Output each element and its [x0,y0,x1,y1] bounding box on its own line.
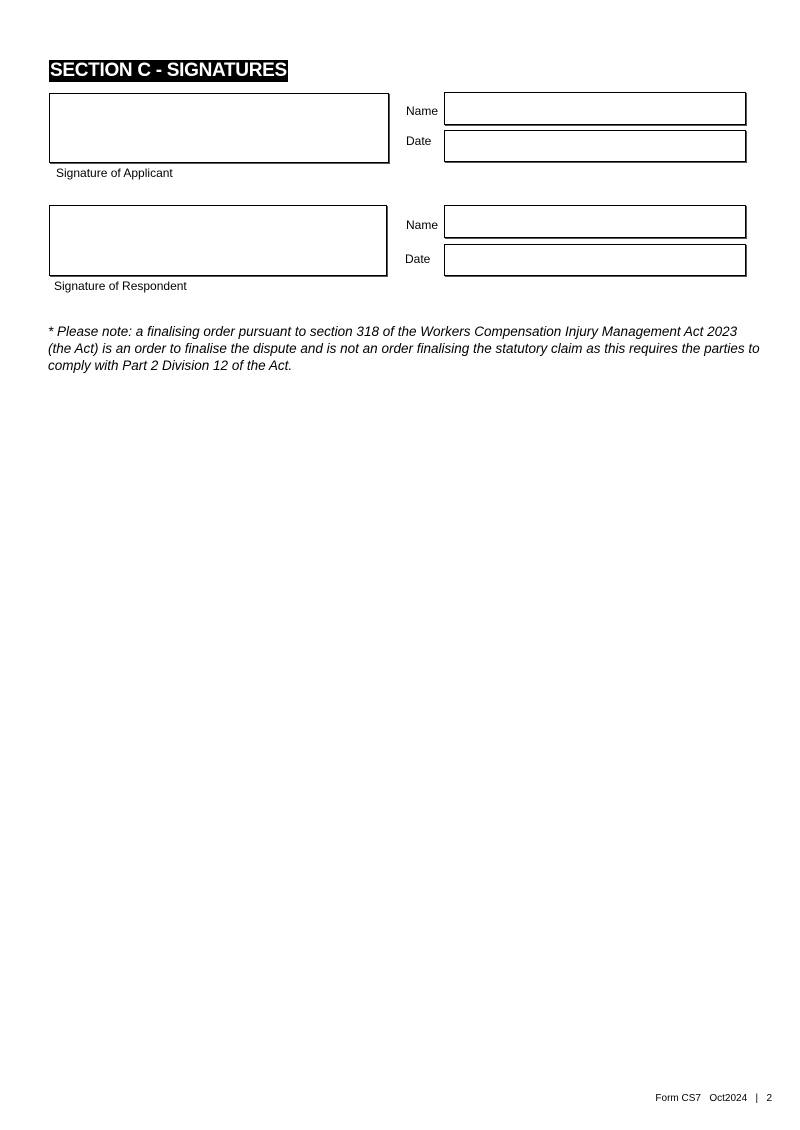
respondent-date-label: Date [405,252,431,266]
applicant-date-field[interactable] [444,130,746,162]
footer-separator: | [755,1093,759,1104]
respondent-signature-label: Signature of Respondent [54,279,187,293]
applicant-date-label: Date [406,134,432,148]
applicant-signature-box[interactable] [49,93,389,163]
finalising-order-note: * Please note: a finalising order pursuant to section 318 of the Workers Compensation Injury Management Act 2023 (the Act) is an order to finalise the dispute and is not an order finalising the statutory claim as this requires the parties to comply with Part 2 Division 12 of the Act. [48,324,760,373]
respondent-signature-box[interactable] [49,205,387,276]
footer-version: Oct2024 [709,1093,748,1104]
applicant-name-field[interactable] [444,92,746,125]
respondent-name-label: Name [406,218,439,232]
page-footer [655,1093,772,1105]
applicant-name-label: Name [406,104,439,118]
footer-page-number: 2 [766,1093,772,1104]
applicant-signature-label: Signature of Applicant [56,166,173,180]
respondent-date-field[interactable] [444,244,746,276]
respondent-name-field[interactable] [444,205,746,238]
footer-form-id: Form CS7 [655,1093,701,1104]
section-heading: SECTION C - SIGNATURES [50,60,287,81]
